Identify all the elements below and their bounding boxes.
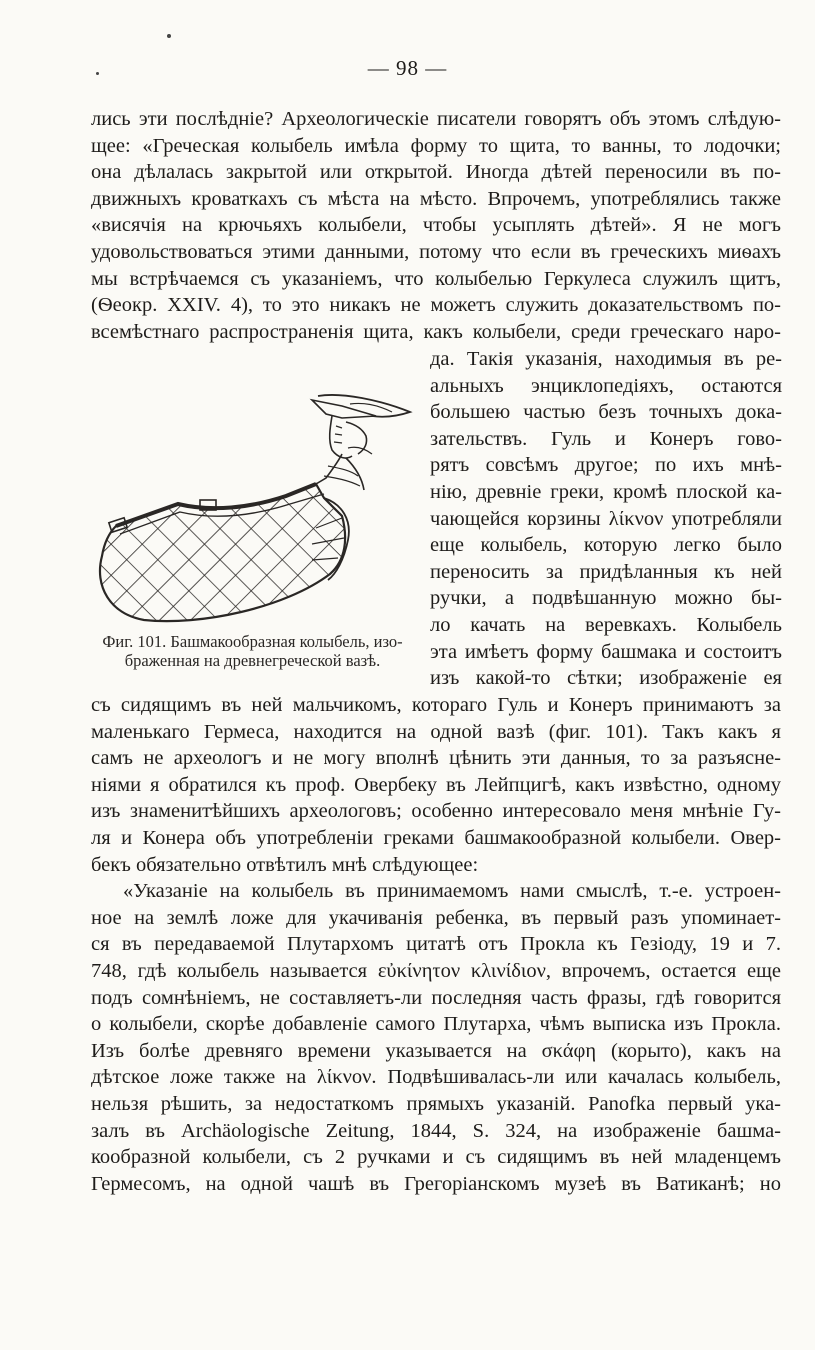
text-line: да. Такія указанія, находимыя въ ре- (430, 348, 782, 370)
text-line: движныхъ кроваткахъ съ мѣста на мѣсто. Впрочемъ, употреблялись также (91, 187, 781, 210)
text-line: самъ не археологъ и не могу вполнѣ цѣнить эти данныя, то за разъясне- (91, 747, 781, 770)
text-line: чающейся корзины λίκνον употребляли (430, 507, 782, 530)
text-line: маленькаго Гермеса, находится на одной вазѣ (фиг. 101). Такъ какъ я (91, 720, 781, 743)
text-line: рятъ совсѣмъ другое; по ихъ мнѣ- (430, 454, 782, 477)
text-block-top (91, 106, 781, 345)
text-line: еще колыбель, которую легко было (430, 534, 782, 557)
text-line: она дѣлалась закрытой или открытой. Иногда дѣтей переносили въ по- (91, 161, 781, 184)
text-line: мы встрѣчаемся съ указаніемъ, что колыбелью Геркулеса служилъ щитъ, (91, 267, 781, 290)
text-line: кообразной колыбели, съ 2 ручками и съ сидящимъ въ ней младенцемъ (91, 1146, 781, 1169)
text-line: ручки, а подвѣшанную можно бы- (430, 587, 782, 610)
text-line: Гермесомъ, на одной чашѣ въ Грегоріанскомъ музеѣ въ Ватиканѣ; но (91, 1172, 781, 1195)
caption-line: Фиг. 101. Башмакообразная колыбель, изо- (102, 632, 403, 651)
text-line: Изъ болѣе древняго времени указывается на σκάφη (корыто), какъ на (91, 1039, 781, 1062)
text-line: о колыбели, скорѣе добавленіе самого Плутарха, чѣмъ выписка изъ Прокла. (91, 1013, 781, 1036)
text-line: ся въ передаваемой Плутархомъ цитатѣ отъ Прокла къ Гезіоду, 19 и 7. (91, 933, 781, 956)
text-line: бекъ обязательно отвѣтилъ мнѣ слѣдующее: (91, 853, 479, 876)
text-line: изъ какой-то сѣтки; изображеніе ея (430, 667, 782, 690)
text-line: всемѣстнаго распространенія щита, какъ колыбели, среди греческаго наро- (91, 320, 781, 343)
text-line: зательствъ. Гуль и Конеръ гово- (430, 427, 782, 450)
text-line: эта имѣетъ форму башмака и состоитъ (430, 640, 782, 663)
text-line: удовольствоваться этими данными, потому что если въ греческихъ миѳахъ (91, 240, 781, 263)
text-line: нію, древніе греки, кромѣ плоской ка- (430, 480, 782, 503)
text-line: 748, гдѣ колыбель называется εὐκίνητον κλινίδιον, впрочемъ, остается еще (91, 959, 781, 982)
text-line: подъ сомнѣніемъ, не составляетъ-ли последняя часть фразы, гдѣ говорится (91, 986, 781, 1009)
text-line: переносить за придѣланныя къ ней (430, 560, 782, 583)
print-speck (167, 34, 171, 38)
text-block-bottom (91, 692, 781, 1197)
text-line: (Ѳеокр. XXIV. 4), то это никакъ не можетъ служить доказательствомъ по- (91, 294, 781, 317)
text-line: дѣтское ложе также на λίκνον. Подвѣшивалась-ли или качалась колыбель, (91, 1066, 781, 1089)
text-line: изъ знаменитѣйшихъ археологовъ; особенно интересовало меня мнѣніе Гу- (91, 800, 781, 823)
text-line: нельзя рѣшить, за недостаткомъ прямыхъ указаній. Panofka первый ука- (91, 1092, 781, 1115)
text-line: ло качать на веревкахъ. Колыбель (430, 613, 782, 636)
caption-line: браженная на древнегреческой вазѣ. (124, 651, 381, 670)
text-line: щее: «Греческая колыбель имѣла форму то щита, то ванны, то лодочки; (91, 134, 781, 157)
text-block-right (430, 346, 782, 692)
shoe-cradle-illustration (80, 388, 420, 628)
text-line: «Указаніе на колыбель въ принимаемомъ нами смыслѣ, т.-е. устроен- (123, 880, 781, 903)
text-line: залъ въ Archäologische Zeitung, 1844, S. 324, на изображеніе башма- (91, 1119, 781, 1142)
text-line: ля и Конера объ употребленіи греками башмакообразной колыбели. Овер- (91, 826, 781, 849)
print-speck (96, 72, 99, 75)
shoe-cradle-drawing (80, 388, 420, 628)
text-line: альныхъ энциклопедіяхъ, остаются (430, 374, 782, 397)
text-line: «висячія на крючьяхъ колыбели, чтобы усыплять дѣтей». Я не могъ (91, 214, 781, 237)
page-number: — 98 — (367, 56, 448, 80)
text-line: лись эти послѣдніе? Археологическіе писатели говорятъ объ этомъ слѣдую- (91, 108, 781, 130)
text-line: большею частью безъ точныхъ дока- (430, 401, 782, 424)
text-line: ное на землѣ ложе для укачиванія ребенка, въ первый разъ упоминает- (91, 906, 781, 929)
text-line: съ сидящимъ въ ней мальчикомъ, котораго Гуль и Конеръ принимаютъ за (91, 694, 781, 716)
figure-caption (80, 632, 425, 670)
text-line: ніями я обратился къ проф. Овербеку въ Лейпцигѣ, какъ извѣстно, одному (91, 773, 781, 796)
